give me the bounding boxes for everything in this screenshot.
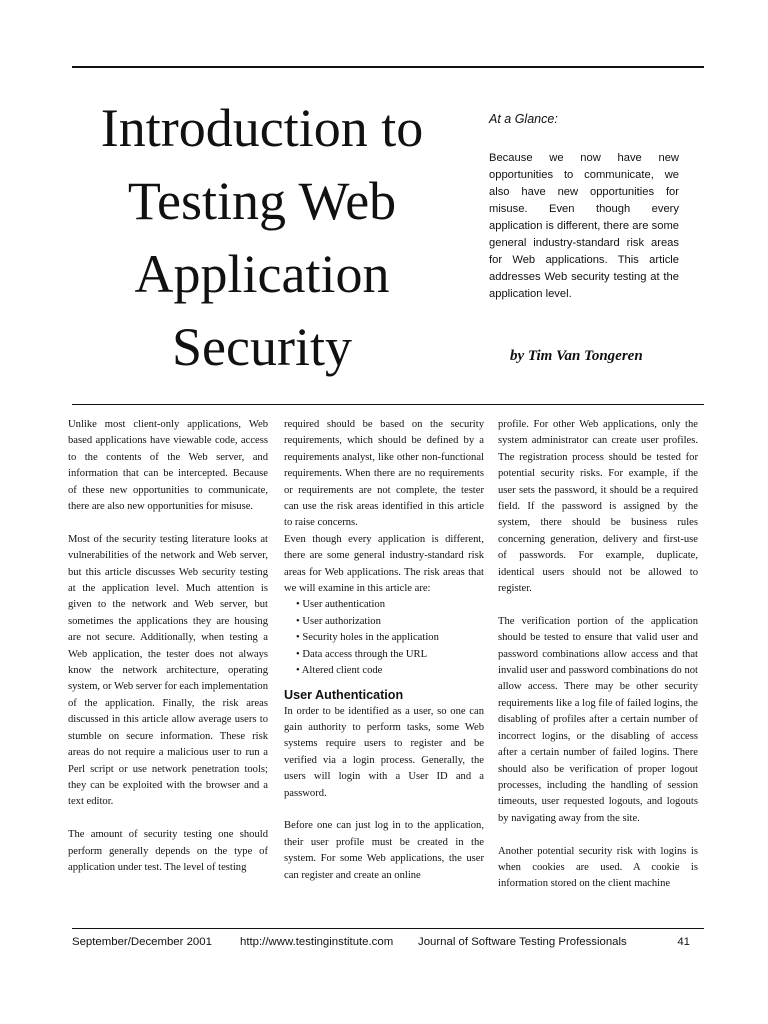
title-line: Introduction to: [100, 98, 424, 158]
list-item: • User authentication: [296, 597, 484, 613]
page-footer: [72, 936, 704, 952]
section-rule: [72, 404, 704, 405]
paragraph: The verification portion of the application should be tested to ensure that valid user and password combinations allow access and that invalid user and password combinations do not allow access. There may be other security requirements like a log file of failed logins, the disabling of profiles after a certain number of incorrect logins, or the disabling of access after a certain number of failed logins. There should also be verification of proper logout processes, including the handling of session timeouts, user requested logouts, and logouts by navigating away from the site.: [498, 615, 698, 824]
page-number: 41: [677, 936, 690, 948]
paragraph: required should be based on the security requirements, which should be defined by a requirements analyst, like other non-functional requirements. When there are no requirements or requirements are not complete, the tester can use the risk areas identified in this article to raise concerns.: [284, 419, 484, 529]
list-item: • Altered client code: [296, 663, 484, 679]
list-item: • Data access through the URL: [296, 647, 484, 663]
body-column-2: [284, 417, 484, 907]
list-item: • User authorization: [296, 614, 484, 630]
top-rule: [72, 66, 704, 68]
paragraph: Before one can just log in to the application, their user profile must be created in the system. For some Web applications, the user can register and create an online: [284, 820, 484, 881]
title-line: Testing Web: [127, 171, 397, 231]
at-a-glance-summary: Because we now have new opportunities to communicate, we also have new opportunities for misuse. Even though every application is different, there are some general industry-standard risk areas for Web applications. This article addresses Web security testing at the application level.: [489, 152, 679, 300]
footer-rule: [72, 928, 704, 929]
paragraph: The amount of security testing one should perform generally depends on the type of application under test. The level of testing: [68, 829, 268, 873]
risk-area-list: [284, 597, 484, 679]
paragraph: Even though every application is different, there are some general industry-standard risk areas for Web applications. The risk areas that we will examine in this article are:: [284, 533, 484, 595]
body-column-3: [498, 417, 698, 907]
paragraph: In order to be identified as a user, so one can gain authority to perform tasks, some Web systems require users to register and be verified via a login process. Generally, the users will login with a User ID and a password.: [284, 705, 484, 799]
list-item: • Security holes in the application: [296, 630, 484, 646]
title-line: Security: [172, 317, 352, 377]
author-byline: by Tim Van Tongeren: [510, 348, 643, 364]
at-a-glance-box: [489, 112, 679, 303]
paragraph: profile. For other Web applications, only the system administrator can create user profiles. The registration process should be tested for potential security risks. For example, if the user sets the password, it should be a required field. If the password is assigned by the system, there should be business rules concerning generation, delivery and first-use of passwords. For example, duplicate, identical users should not be allowed to register.: [498, 419, 698, 595]
body-column-1: [68, 417, 268, 907]
issue-date: September/December 2001: [72, 936, 212, 948]
website-url: http://www.testinginstitute.com: [240, 936, 394, 948]
paragraph: Most of the security testing literature looks at vulnerabilities of the network and Web server, but this article discusses Web security testing at the application level. Much attention is given to the network and Web server, but sometimes the applications they are housing are not secure. Additionally, when testing a Web application, the tester does not always know the network architecture, operating system, or Web server for each implementation of the application. Finally, the risk areas discussed in this article allow average users to stumble on secure information. These risk areas do not require a malicious user to run a Perl script or use network penetration tools; they can be exploited with the browser and a text editor.: [68, 533, 268, 808]
paragraph: Another potential security risk with logins is when cookies are used. A cookie is information stored on the client machine: [498, 845, 698, 890]
section-heading: User Authentication: [284, 687, 404, 702]
journal-name: Journal of Software Testing Professionals: [418, 936, 627, 948]
at-a-glance-heading: At a Glance:: [489, 112, 558, 126]
title-line: Application: [134, 244, 390, 304]
article-title: [72, 92, 452, 384]
paragraph: Unlike most client-only applications, Web based applications have viewable code, access to the contents of the Web server, and information that can be intercepted. Because of these new opportunities to communicate, there are also new opportunities for misuse.: [68, 419, 268, 513]
